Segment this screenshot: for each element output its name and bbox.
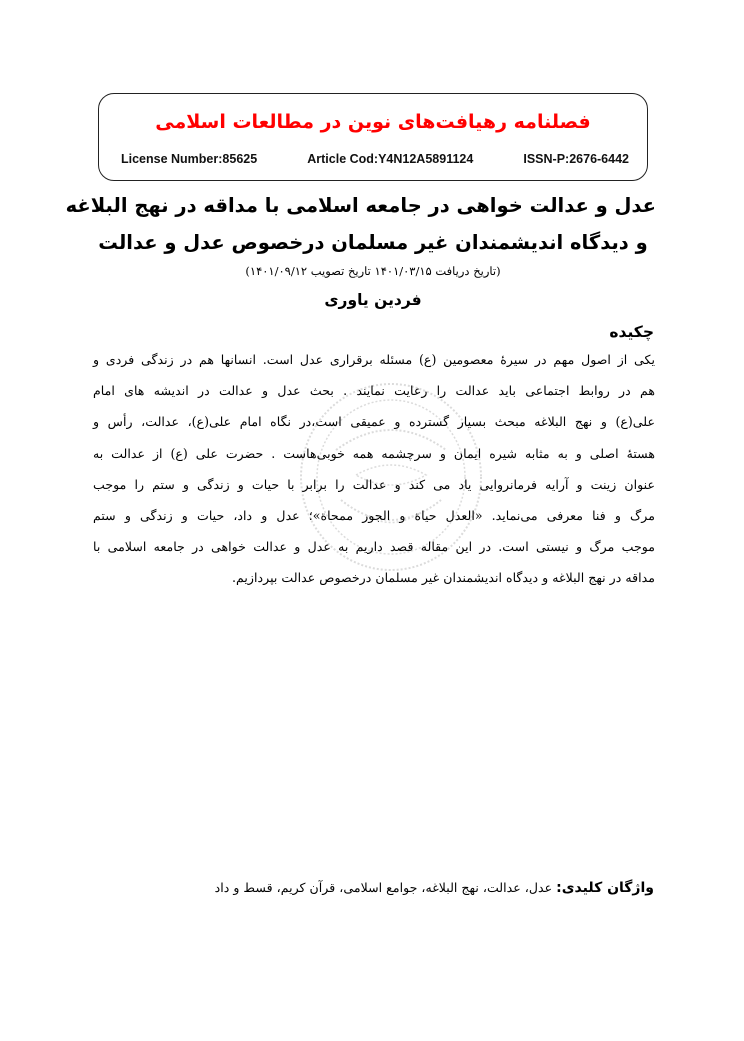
abstract-line: مرگ و فنا معرفی می‌نماید. «العدل حیاة و الجور ممحاة»؛ عدل و داد، حیات و زندگی و ستم bbox=[93, 508, 655, 524]
journal-meta-row bbox=[121, 151, 629, 167]
article-title bbox=[65, 187, 656, 261]
abstract-line: مداقه در نهج البلاغه و دیدگاه اندیشمندان غیر مسلمان درخصوص عدالت بپردازیم. bbox=[232, 570, 655, 586]
abstract-heading: چکیده bbox=[609, 323, 654, 341]
issn: ISSN-P:2676-6442 bbox=[523, 152, 629, 166]
author-name: فردین یاوری bbox=[324, 291, 422, 309]
abstract-line: هم در روابط اجتماعی باید عدالت را رعایت نمایند . بحث عدل و عدالت در اندیشه های امام bbox=[93, 383, 655, 399]
abstract-line: عنوان زینت و آرایه فرمانروایی یاد می کند و عدالت را برابر با حیات و زندگی و ستم را موجب bbox=[93, 476, 655, 492]
keywords-label: واژگان کلیدی: bbox=[556, 880, 654, 896]
keywords bbox=[215, 878, 654, 898]
journal-header-box bbox=[98, 93, 648, 181]
abstract-body bbox=[93, 344, 655, 594]
abstract-line: یکی از اصول مهم در سیرهٔ معصومین (ع) مسئله برقراری عدل است. انسانها هم در زندگی فردی و bbox=[93, 352, 655, 367]
license-number: License Number:85625 bbox=[121, 152, 258, 166]
abstract-line: علی(ع) و نهج البلاغه مبحث بسیار گسترده و عمیقی است،در نگاه امام علی(ع)، عدالت، رأس و bbox=[93, 414, 655, 430]
abstract-line: هستهٔ اصلی و به مثابه شیره ایمان و سرچشمه همه خوبی‌هاست . حضرت علی (ع) از عدالت به bbox=[93, 445, 655, 461]
article-title-line-2: و دیدگاه اندیشمندان غیر مسلمان درخصوص عدل و عدالت bbox=[98, 231, 648, 254]
article-title-line-1: عدل و عدالت خواهی در جامعه اسلامی با مداقه در نهج البلاغه bbox=[65, 194, 656, 217]
abstract-line: موجب مرگ و نیستی است. در این مقاله قصد داریم به عدل و عدالت خواهی در جامعه اسلامی با bbox=[93, 539, 655, 555]
keywords-values: عدل، عدالت، نهج البلاغه، جوامع اسلامی، قرآن کریم، قسط و داد bbox=[214, 880, 557, 895]
received-approved-dates: (تاریخ دریافت ۱۴۰۱/۰۳/۱۵ تاریخ تصویب ۱۴۰۱/۰۹/۱۲) bbox=[245, 264, 501, 278]
article-code: Article Cod:Y4N12A5891124 bbox=[307, 152, 474, 166]
journal-title: فصلنامه رهیافت‌های نوین در مطالعات اسلامی bbox=[155, 111, 591, 133]
